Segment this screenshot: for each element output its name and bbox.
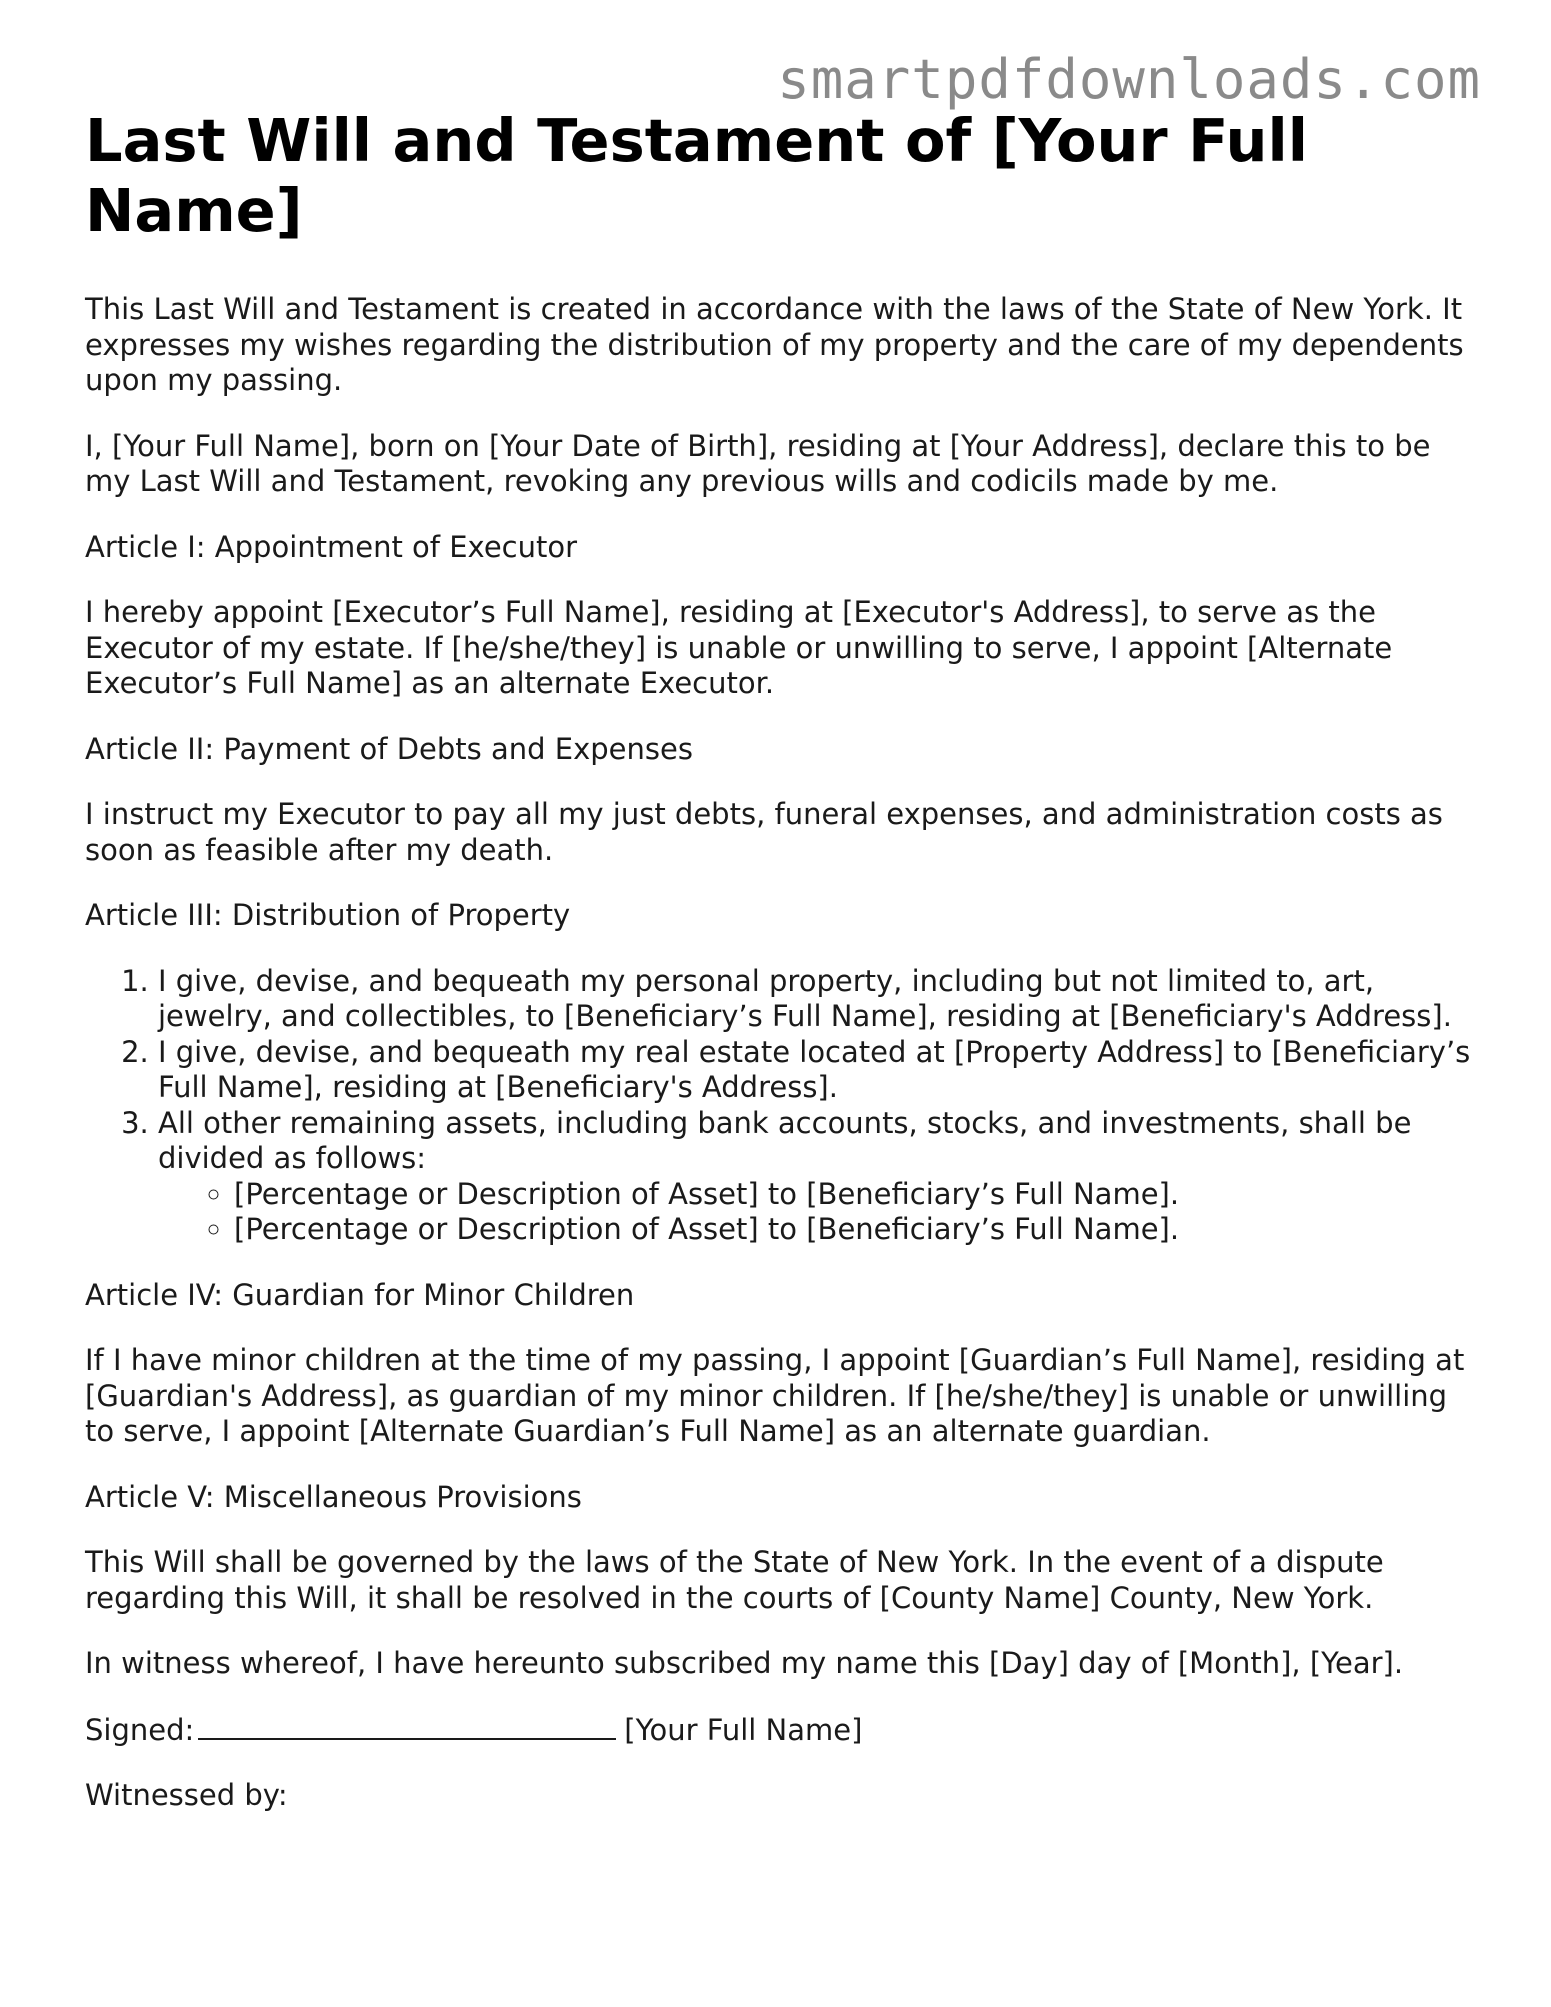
document-body <box>85 292 1475 1844</box>
article-5-heading: Article V: Miscellaneous Provisions <box>85 1479 582 1514</box>
document-title: Last Will and Testament of [Your Full Name] <box>85 106 1308 245</box>
signature-label: Signed: <box>85 1712 195 1747</box>
signature-line <box>198 1712 616 1740</box>
list-item: 2. I give, devise, and bequeath my real estate located at [Property Address] to [Beneficiary’s Full Name], residing at [Beneficiary's Address]. <box>158 1035 1475 1106</box>
article-2-heading: Article II: Payment of Debts and Expenses <box>85 731 693 766</box>
article-4-heading: Article IV: Guardian for Minor Children <box>85 1277 635 1312</box>
property-distribution-list <box>85 964 1475 1248</box>
article-4-text: If I have minor children at the time of my passing, I appoint [Guardian’s Full Name], residing at [Guardian's Address], as guardian of my minor children. If [he/she/they] is unable or unwilling to serve, I appoint [Alternate Guardian’s Full Name] as an alternate guardian. <box>85 1343 1465 1448</box>
article-3-heading: Article III: Distribution of Property <box>85 898 571 932</box>
witnessed-by-label: Witnessed by: <box>85 1778 288 1812</box>
signature-block <box>85 1712 1475 1749</box>
article-1-heading: Article I: Appointment of Executor <box>85 529 578 564</box>
asset-division-sublist <box>158 1177 1475 1248</box>
list-item <box>158 1106 1475 1248</box>
sublist-item: ◦ [Percentage or Description of Asset] to [Beneficiary’s Full Name]. <box>234 1177 1475 1213</box>
watermark: smartpdfdownloads.com <box>777 48 1481 111</box>
declaration-paragraph: I, [Your Full Name], born on [Your Date of Birth], residing at [Your Address], declare this to be my Last Will and Testament, revoking any previous wills and codicils made by me. <box>85 428 1431 498</box>
sublist-item: ◦ [Percentage or Description of Asset] to [Beneficiary’s Full Name]. <box>234 1212 1475 1248</box>
article-1-text: I hereby appoint [Executor’s Full Name], residing at [Executor's Address], to serve as the Executor of my estate. If [he/she/they] is unable or unwilling to serve, I appoint [Alternate Executor’s Full Name] as an alternate Executor. <box>85 595 1393 700</box>
intro-paragraph: This Last Will and Testament is created in accordance with the laws of the State of New York. It expresses my wishes regarding the distribution of my property and the care of my dependents upon my passing. <box>85 292 1464 397</box>
article-2-text: I instruct my Executor to pay all my just debts, funeral expenses, and administration costs as soon as feasible after my death. <box>85 797 1443 867</box>
witness-statement: In witness whereof, I have hereunto subscribed my name this [Day] day of [Month], [Year]. <box>85 1646 1404 1680</box>
signature-name: [Your Full Name] <box>624 1712 863 1747</box>
list-item: 1. I give, devise, and bequeath my personal property, including but not limited to, art, jewelry, and collectibles, to [Beneficiary’s Full Name], residing at [Beneficiary's Address]. <box>158 964 1475 1035</box>
list-item-text: All other remaining assets, including bank accounts, stocks, and investments, shall be divided as follows: <box>158 1105 1412 1175</box>
article-5-text: This Will shall be governed by the laws of the State of New York. In the event of a dispute regarding this Will, it shall be resolved in the courts of [County Name] County, New York. <box>85 1545 1384 1615</box>
